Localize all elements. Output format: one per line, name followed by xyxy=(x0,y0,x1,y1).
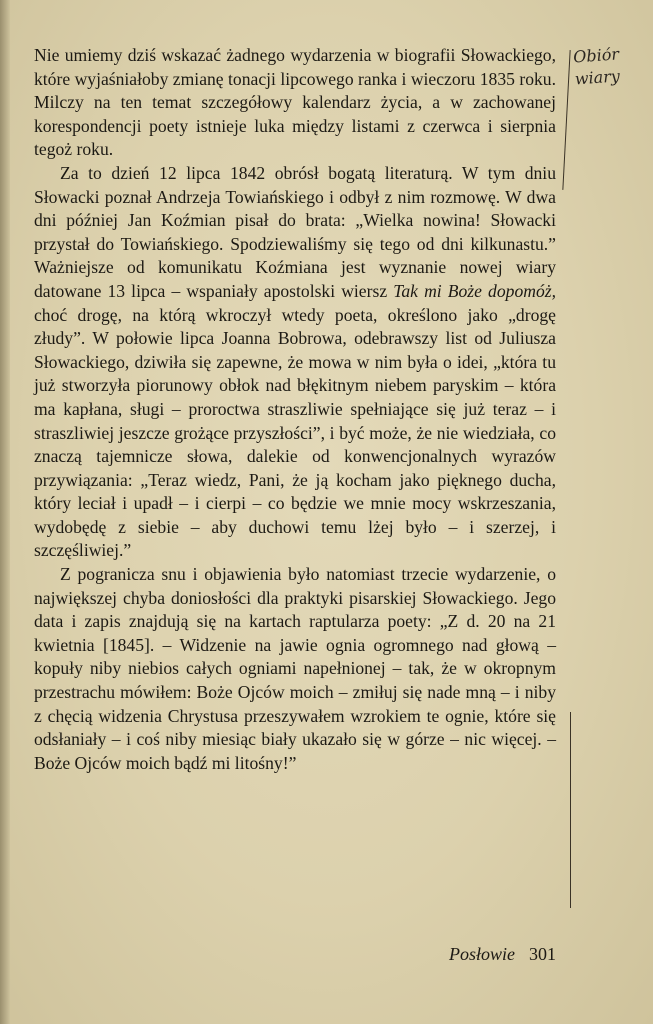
poem-title: Tak mi Boże dopomóż, xyxy=(393,280,556,301)
body-text xyxy=(34,44,556,775)
margin-annotation-line-1: Obiór xyxy=(572,44,620,67)
margin-annotation-line-2: wiary xyxy=(574,66,621,89)
paragraph-3: Z pogranicza snu i objawienia było natomiast trzecie wydarzenie, o największej chyba doniosłości dla praktyki pisarskiej Słowackiego. Jego data i zapis znajdują się na kartach raptularza poety: „Z d. 20 na 21 kwietnia [1845]. – Widzenie na jawie ognia ogromnego nad głową – kopuły niby niebios całych ogniami napełnionej – tak, że w okropnym przestrachu mówiłem: Boże Ojców moich – zmiłuj się nade mną – i niby z chęcią widzenia Chrystusa przeszywałem wzrokiem te ognie, które się odsłaniały – i coś niby miesiąc biały ukazało się w górze – nic więcej. – Boże Ojców moich bądź mi litośny!” xyxy=(34,564,556,773)
page-number: 301 xyxy=(529,944,556,964)
paragraph-2 xyxy=(34,162,556,563)
running-title: Posłowie xyxy=(449,944,515,964)
paragraph-2-text-after: choć drogę, na którą wkroczył wtedy poeta, określono jako „drogę złudy”. W połowie lipca Joanna Bobrowa, odebrawszy list od Juliusza Słowackiego, dziwiła się zapewne, że mowa w nim była o idei, „która tu już stworzyła piorunowy obłok nad błękitnym niebem paryskim – która ma kapłana, sługi – proroctwa straszliwie spełniające się już teraz – i straszliwiej jeszcze grożące przyszłości”, i być może, że nie wiedziała, co znaczą tajemnicze słowa, dalekie od konwencjonalnych wyrazów przywiązania: „Teraz wiedz, Pani, że ją kocham jako pięknego ducha, który leciał i upadł – i cierpi – co będzie we mnie mocy wskrzeszania, wydobędę z siebie – aby duchowi temu lżej było – i szerzej, i szczęśliwiej.” xyxy=(34,304,556,561)
paragraph-2-text-before: Za to dzień 12 lipca 1842 obrósł bogatą literaturą. W tym dniu Słowacki poznał Andrzeja Towiańskiego i odbył z nim rozmowę. W dwa dni później Jan Koźmian pisał do brata: „Wielka nowina! Słowacki przystał do Towiańskiego. Spodziewaliśmy się tego od dni kilkunastu.” Ważniejsze od komunikatu Koźmiana jest wyznanie nowej wiary datowane 13 lipca – wspaniały apostolski wiersz xyxy=(34,162,556,301)
page-gutter-shadow xyxy=(0,0,10,1024)
margin-bracket-top xyxy=(562,50,571,190)
margin-annotation xyxy=(573,42,648,91)
margin-bracket-bottom xyxy=(570,712,571,908)
page-footer xyxy=(380,944,556,965)
paragraph-1: Nie umiemy dziś wskazać żadnego wydarzenia w biografii Słowackiego, które wyjaśniałoby zmianę tonacji lipcowego ranka i wieczoru 1835 roku. Milczy na ten temat szczegółowy kalendarz życia, a w zachowanej korespondencji poety istnieje luka między listami z czerwca i sierpnia tegoż roku. xyxy=(34,45,556,160)
